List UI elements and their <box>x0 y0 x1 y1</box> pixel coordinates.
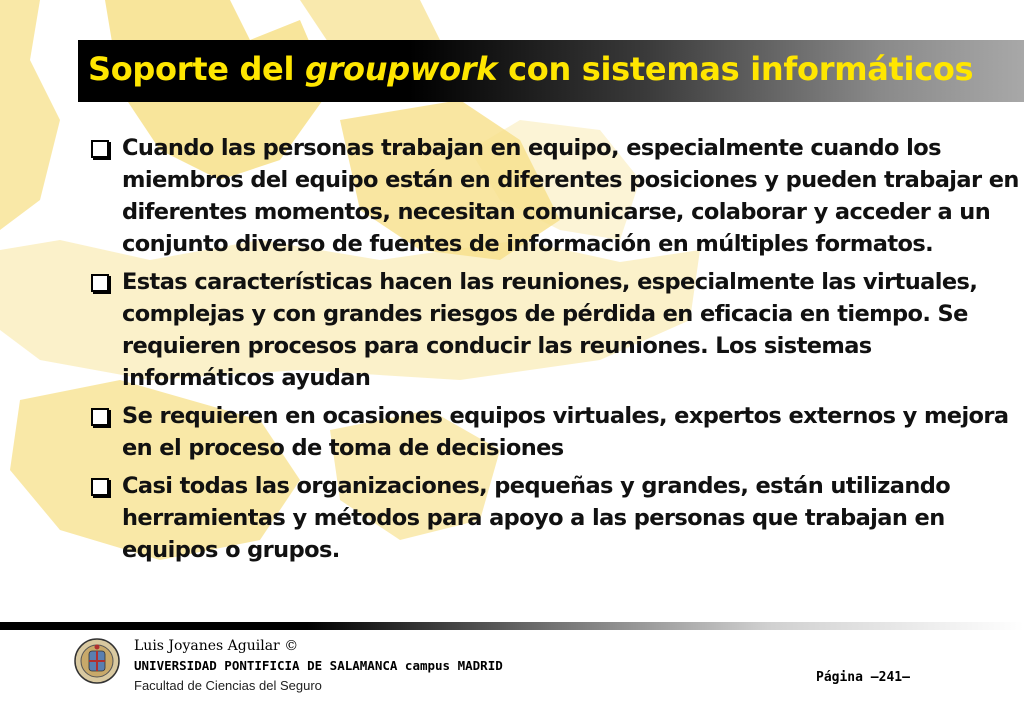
university-seal-icon <box>74 638 120 684</box>
page-number: Página –241– <box>816 670 910 685</box>
footer-faculty: Facultad de Ciencias del Seguro <box>134 678 322 693</box>
bullet-text: Casi todas las organizaciones, pequeñas y grandes, están utilizando herramientas y métodos para apoyo a las personas que trabajan en equipos o grupos. <box>122 473 951 563</box>
slide-title: Soporte del groupwork con sistemas informáticos <box>88 50 974 88</box>
footer-author: Luis Joyanes Aguilar © <box>134 638 299 654</box>
hollow-square-bullet-icon <box>91 274 109 292</box>
bullet-item <box>88 470 1020 566</box>
bullet-text: Se requieren en ocasiones equipos virtuales, expertos externos y mejora en el proceso de toma de decisiones <box>122 403 1009 461</box>
title-emphasis: groupwork <box>304 50 498 88</box>
bullet-item <box>88 266 1020 394</box>
hollow-square-bullet-icon <box>91 408 109 426</box>
footer-divider <box>0 622 1024 630</box>
bullet-text: Estas características hacen las reuniones, especialmente las virtuales, complejas y con grandes riesgos de pérdida en eficacia en tiempo. Se requieren procesos para conducir las reuniones. Los sistemas informáticos ayudan <box>122 269 978 391</box>
hollow-square-bullet-icon <box>91 478 109 496</box>
footer-university: UNIVERSIDAD PONTIFICIA DE SALAMANCA campus MADRID <box>134 658 503 673</box>
bullet-item <box>88 132 1020 260</box>
bullet-text: Cuando las personas trabajan en equipo, especialmente cuando los miembros del equipo están en diferentes posiciones y pueden trabajar en diferentes momentos, necesitan comunicarse, colaborar y acceder a un conjunto diverso de fuentes de información en múltiples formatos. <box>122 135 1019 257</box>
bullet-list <box>88 132 1020 572</box>
hollow-square-bullet-icon <box>91 140 109 158</box>
bullet-item <box>88 400 1020 464</box>
